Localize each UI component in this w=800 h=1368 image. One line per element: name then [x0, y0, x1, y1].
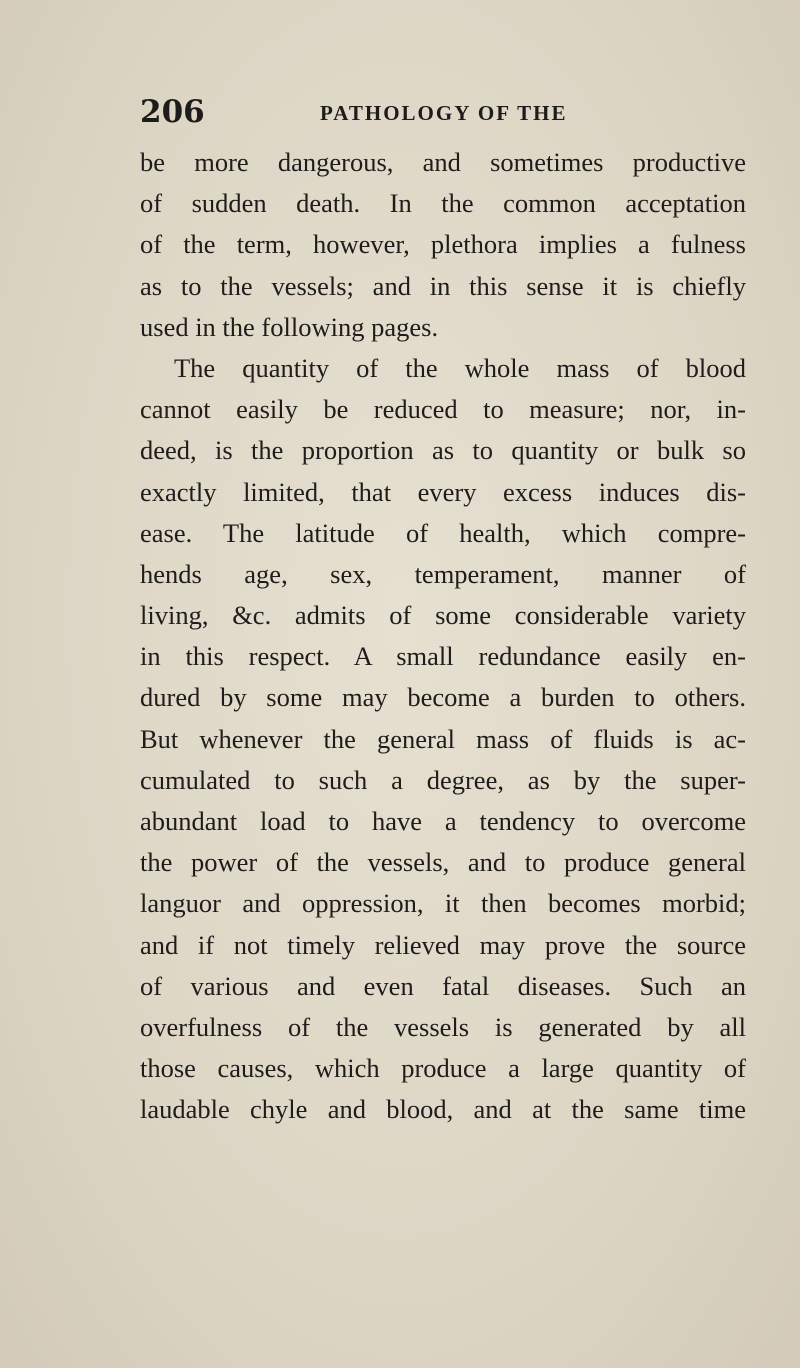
- text-line: of various and even fatal diseases. Such an: [140, 970, 746, 1001]
- text-line: of the term, however, plethora implies a fulness: [140, 229, 746, 260]
- text-line: cumulated to such a degree, as by the super-: [140, 764, 746, 795]
- text-line: dured by some may become a burden to others.: [140, 682, 746, 713]
- text-line: abundant load to have a tendency to overcome: [140, 806, 746, 836]
- text-line: the power of the vessels, and to produce general: [140, 847, 746, 878]
- text-line: laudable chyle and blood, and at the same time: [140, 1094, 746, 1125]
- text-line: deed, is the proportion as to quantity or bulk so: [140, 435, 746, 466]
- text-line: as to the vessels; and in this sense it is chiefly: [140, 270, 746, 301]
- text-line: The quantity of the whole mass of blood: [174, 352, 746, 383]
- text-line: But whenever the general mass of fluids is ac-: [140, 723, 746, 754]
- text-line: and if not timely relieved may prove the source: [140, 929, 746, 960]
- text-line: living, &c. admits of some considerable variety: [140, 600, 746, 631]
- text-line: languor and oppression, it then becomes morbid;: [140, 888, 746, 919]
- running-head: [140, 92, 750, 132]
- text-line: be more dangerous, and sometimes productive: [140, 147, 746, 177]
- text-line: in this respect. A small redundance easily en-: [140, 641, 746, 672]
- text-line: used in the following pages.: [140, 311, 439, 342]
- text-line: cannot easily be reduced to measure; nor, in-: [140, 394, 746, 425]
- text-line: exactly limited, that every excess induces dis-: [140, 476, 746, 507]
- body-text: [140, 142, 746, 1131]
- text-line: of sudden death. In the common acceptation: [140, 188, 746, 219]
- text-line: overfulness of the vessels is generated by all: [140, 1011, 746, 1042]
- running-title: PATHOLOGY OF THE: [320, 101, 568, 125]
- text-line: ease. The latitude of health, which compre-: [140, 517, 746, 548]
- text-line: hends age, sex, temperament, manner of: [140, 558, 746, 589]
- page-number: 206: [140, 94, 205, 130]
- text-line: those causes, which produce a large quantity of: [140, 1053, 746, 1084]
